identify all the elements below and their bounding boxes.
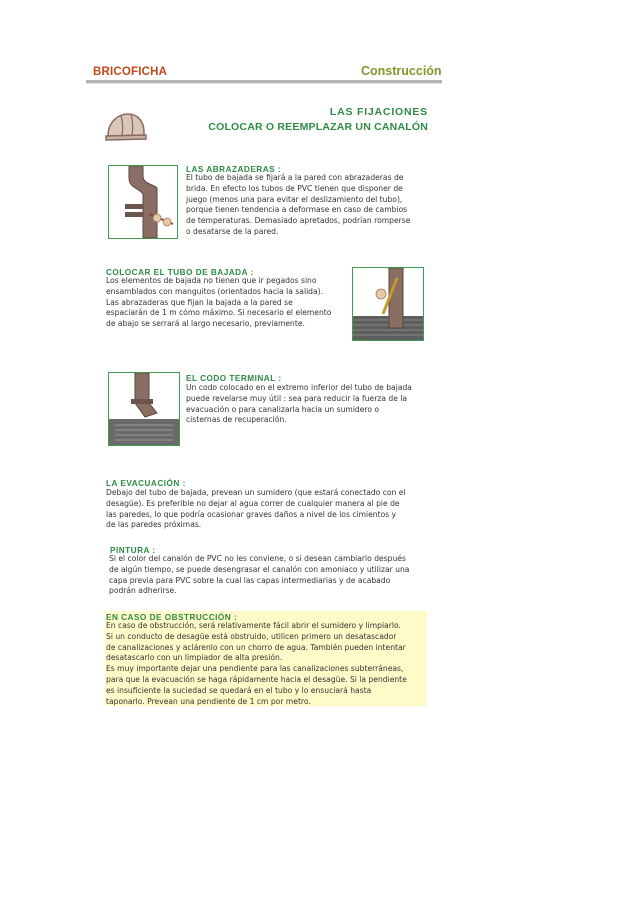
page-subtitle: COLOCAR O REEMPLAZAR UN CANALÓN	[208, 121, 428, 133]
bajada-text: Los elementos de bajada no tienen que ir pegados sino ensamblados con manguitos (orientados hacia la salida). Las abrazaderas que fijan la bajada a la pared se espaciarán de 1 m cómo máximo. Si necesario el elemento de abajo se serrará al largo necesario, previamente.	[106, 276, 332, 329]
codo-text: Un codo colocado en el extremo inferior del tubo de bajada puede revelarse muy útil : sea para reducir la fuerza de la evacuación o para canalizarla hacia un sumidero o cisternas de recuperación.	[186, 383, 412, 425]
evacuacion-text: Debajo del tubo de bajada, prevean un sumidero (que estará conectado con el desagüe). Es preferible no dejar al agua correr de cualquier manera al pie de las paredes, lo que podría ocasionar graves daños a nivel de los cimientos y de las paredes próximas.	[106, 488, 406, 530]
obstruccion-text: En caso de obstrucción, será relativamente fácil abrir el sumidero y limpiarlo. Si un conducto de desagüe está obstruido, utilicen primero un desatascador de canalizaciones y aclárenlo con un chorro de agua. También pueden intentar desatascarlo con un limpiador de alta presión. Es muy importante dejar una pendiente para las canalizaciones subterráneas, para que la evacuación se haga rápidamente hacia el desagüe. Si la pendiente es insuficiente la suciedad se quedará en el tubo y lo ensuciará hasta taponarlo. Prevean una pendiente de 1 cm por metro.	[106, 621, 407, 706]
helmet-icon	[104, 108, 148, 144]
abrazaderas-heading: LAS ABRAZADERAS :	[186, 165, 282, 174]
abrazaderas-illustration	[108, 165, 178, 239]
evacuacion-heading: LA EVACUACIÓN :	[106, 479, 186, 488]
pintura-text: Si el color del canalón de PVC no les conviene, o si desean cambiarlo después de algún tiempo, se puede desengrasar el canalón con amoniaco y utilizar una capa previa para PVC sobre la cual las capas intermediarias y de acabado podrán adherirse.	[109, 554, 410, 596]
bajada-heading: COLOCAR EL TUBO DE BAJADA :	[106, 268, 254, 277]
codo-heading: EL CODO TERMINAL :	[186, 374, 282, 383]
page-title: LAS FIJACIONES	[329, 106, 428, 118]
bajada-illustration	[352, 267, 424, 341]
pintura-heading: PINTURA :	[110, 546, 156, 555]
category-label: Construcción	[361, 64, 442, 78]
codo-illustration	[108, 372, 180, 446]
brand-bricoficha: BRICOFICHA	[93, 66, 168, 78]
obstruccion-heading: EN CASO DE OBSTRUCCIÓN :	[106, 613, 238, 622]
header-rule-light	[86, 83, 442, 84]
abrazaderas-text: El tubo de bajada se fijará a la pared con abrazaderas de brida. En efecto los tubos de PVC tienen que disponer de juego (menos una para evitar el deslizamiento del tubo), porque tienen tendencia a deformase en caso de cambios de temperaturas. Demasiado apretados, podrían romperse o desatarse de la pared.	[186, 173, 411, 236]
